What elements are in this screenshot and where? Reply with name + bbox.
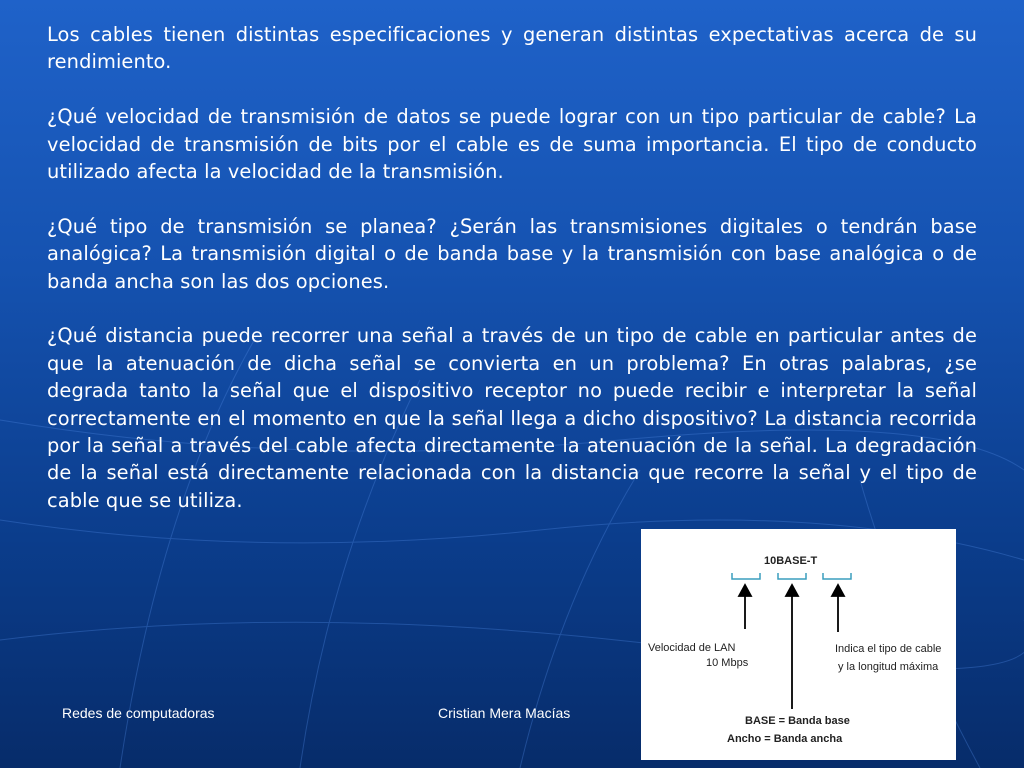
- footer-course: Redes de computadoras: [62, 705, 215, 721]
- speed-label: Velocidad de LAN: [648, 642, 736, 654]
- arrow-base-head: [786, 585, 798, 596]
- type-label-2: y la longitud máxima: [838, 661, 939, 673]
- diagram-title: 10BASE-T: [764, 555, 818, 567]
- body-text: [47, 21, 977, 542]
- ancho-label: Ancho = Banda ancha: [727, 733, 843, 745]
- arrow-speed-head: [739, 585, 751, 596]
- type-label: Indica el tipo de cable: [835, 643, 942, 655]
- paragraph-intro: Los cables tienen distintas especificaciones y generan distintas expectativas acerca de su rendimiento.: [47, 23, 977, 74]
- bracket-base: [778, 573, 806, 579]
- base-label: BASE = Banda base: [745, 715, 850, 727]
- paragraph-distance: ¿Qué distancia puede recorrer una señal a través de un tipo de cable en particular antes de que la atenuación de dicha señal se convierta en un problema? En otras palabras, ¿se degrada tanto la señal que el dispositivo receptor no puede recibir e interpretar la señal correctamente en el momento en que la señal llega a dicho dispositivo? La distancia recorrida por la señal a través del cable afecta directamente la atenuación de la señal. La degradación de la señal está directamente relacionada con la distancia que recorre la señal y el tipo de cable que se utiliza.: [47, 324, 977, 512]
- bracket-t: [823, 573, 851, 579]
- 10base-t-figure: [641, 529, 956, 760]
- brackets: [732, 573, 851, 579]
- paragraph-transmission-type: ¿Qué tipo de transmisión se planea? ¿Serán las transmisiones digitales o tendrán base analógica? La transmisión digital o de banda base y la transmisión con base analógica o de banda ancha son las dos opciones.: [47, 214, 977, 293]
- arrow-type-head: [832, 585, 844, 596]
- footer-author: Cristian Mera Macías: [438, 705, 571, 721]
- speed-value: 10 Mbps: [706, 657, 749, 669]
- paragraph-speed: ¿Qué velocidad de transmisión de datos se puede lograr con un tipo particular de cable? La velocidad de transmisión de bits por el cable es de suma importancia. El tipo de conducto utilizado afecta la velocidad de la transmisión.: [47, 105, 977, 184]
- 10base-t-diagram: [641, 529, 956, 760]
- bracket-10: [732, 573, 760, 579]
